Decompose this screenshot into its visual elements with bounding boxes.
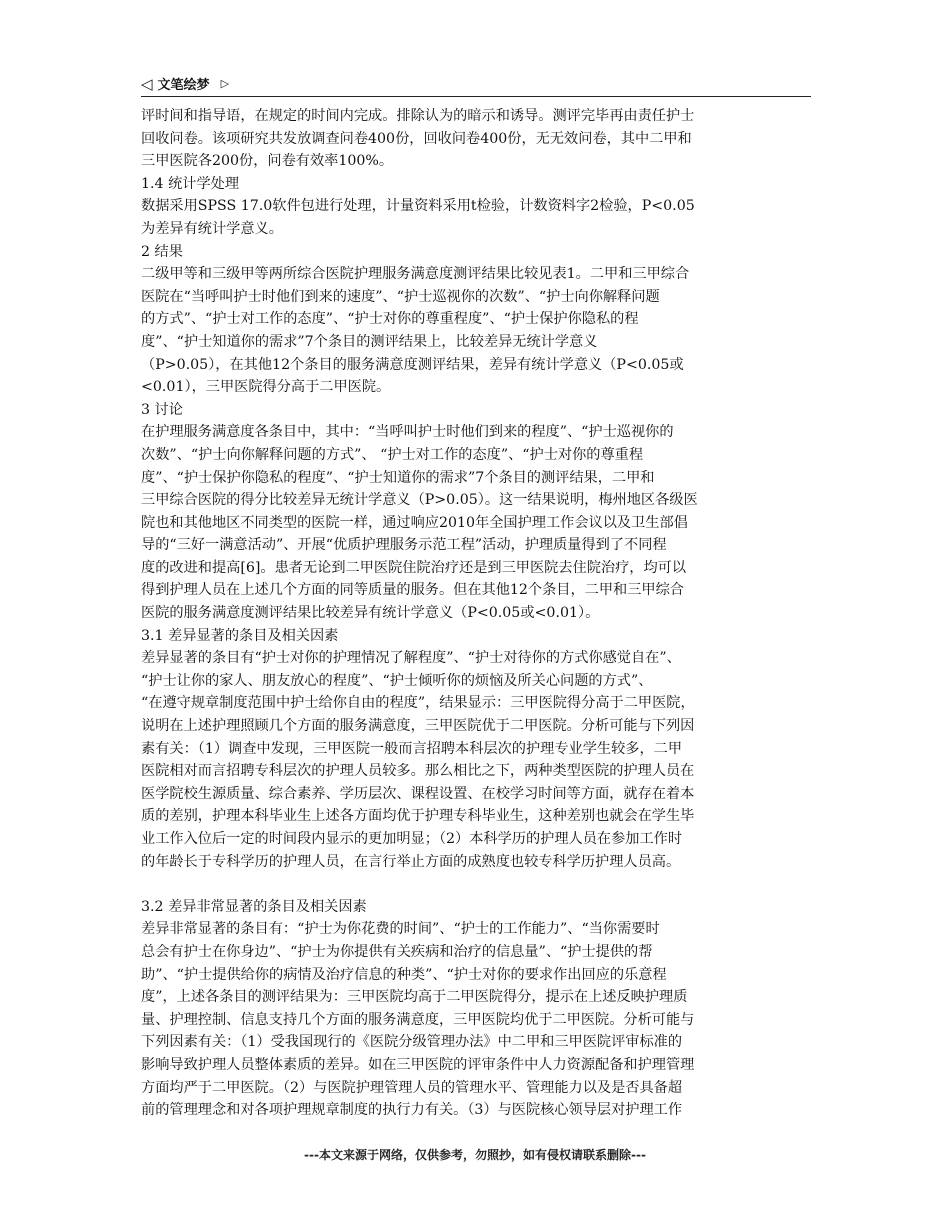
text-line: 度的改进和提高[6]。患者无论到二甲医院住院治疗还是到三甲医院去住院治疗，均可以: [141, 559, 687, 576]
header-brand: [141, 74, 229, 93]
text-line: （P>0.05），在其他12个条目的服务满意度测评结果，差异有统计学意义（P<0.05或: [141, 356, 684, 373]
text-line: 2 结果: [141, 243, 183, 260]
page-header: [141, 72, 811, 96]
text-line: 1.4 统计学处理: [141, 175, 240, 192]
text-line: 方面均严于二甲医院。（2）与医院护理管理人员的管理水平、管理能力以及是否具备超: [141, 1079, 683, 1096]
document-body: [141, 105, 811, 1122]
text-line: 助”、“护士提供给你的病情及治疗信息的种类”、“护士对你的要求作出回应的乐意程: [141, 966, 667, 983]
text-line: 导的“三好一满意活动”、开展“优质护理服务示范工程”活动，护理质量得到了不同程: [141, 537, 667, 554]
text-line: 差异显著的条目有“护士对你的护理情况了解程度”、“护士对待你的方式你感觉自在”、: [141, 650, 681, 667]
text-line: 度”，上述各条目的测评结果为：三甲医院均高于二甲医院得分，提示在上述反映护理质: [141, 989, 688, 1006]
text-line: 院也和其他地区不同类型的医院一样，通过响应2010年全国护理工作会议以及卫生部倡: [141, 514, 688, 531]
text-line: 差异非常显著的条目有：“护士为你花费的时间”、“护士的工作能力”、“当你需要时: [141, 921, 660, 938]
text-line: 总会有护士在你身边”、“护士为你提供有关疾病和治疗的信息量”、“护士提供的帮: [141, 943, 653, 960]
page-footer: ---本文来源于网络，仅供参考，勿照抄，如有侵权请联系删除---: [304, 1148, 646, 1162]
triangle-right-icon: ▷: [220, 77, 230, 90]
text-line: 说明在上述护理照顾几个方面的服务满意度，三甲医院优于二甲医院。分析可能与下列因: [141, 718, 695, 735]
triangle-left-icon: ◁: [141, 74, 153, 93]
brand-label: 文笔绘梦: [157, 78, 210, 93]
text-line: 次数”、“护士向你解释问题的方式”、 “护士对工作的态度”、“护士对你的尊重程: [141, 446, 644, 463]
text-line: 医院的服务满意度测评结果比较差异有统计学意义（P<0.05或<0.01）。: [141, 605, 600, 622]
text-line: 3 讨论: [141, 401, 183, 418]
text-line: 3.1 差异显著的条目及相关因素: [141, 627, 339, 644]
text-line: 在护理服务满意度各条目中，其中：“当呼叫护士时他们到来的程度”、“护士巡视你的: [141, 424, 674, 441]
text-line: 素有关：（1）调查中发现，三甲医院一般而言招聘本科层次的护理专业学生较多，二甲: [141, 740, 683, 757]
text-line: <0.01），三甲医院得分高于二甲医院。: [141, 379, 391, 396]
text-line: 度”、“护士知道你的需求”7个条目的测评结果上，比较差异无统计学意义: [141, 333, 598, 350]
text-line: 数据采用SPSS 17.0软件包进行处理，计量资料采用t检验，计数资料字2检验，P<0.05: [141, 198, 695, 215]
text-line: 医学院校生源质量、综合素养、学历层次、课程设置、在校学习时间等方面，就存在着本: [141, 785, 695, 802]
text-line: 回收问卷。该项研究共发放调查问卷400份，回收问卷400份，无无效问卷，其中二甲和: [141, 130, 692, 147]
text-line: 的年龄长于专科学历的护理人员，在言行举止方面的成熟度也较专科学历护理人员高。: [141, 853, 681, 870]
header-divider: [141, 96, 811, 97]
text-line: 影响导致护理人员整体素质的差异。如在三甲医院的评审条件中人力资源配备和护理管理: [141, 1056, 695, 1073]
text-line: 医院在“当呼叫护士时他们到来的速度”、“护士巡视你的次数”、“护士向你解释问题: [141, 288, 660, 305]
text-line: 前的管理理念和对各项护理规章制度的执行力有关。（3）与医院核心领导层对护理工作: [141, 1102, 683, 1119]
text-line: 评时间和指导语，在规定的时间内完成。排除认为的暗示和诱导。测评完毕再由责任护士: [141, 108, 695, 124]
text-line: 度”、“护士保护你隐私的程度”、“护士知道你的需求”7个条目的测评结果，二甲和: [141, 469, 655, 486]
text-line: 为差异有统计学意义。: [141, 220, 283, 237]
text-line: “护士让你的家人、朋友放心的程度”、“护士倾听你的烦恼及所关心问题的方式”、: [141, 672, 653, 689]
text-line: “在遵守规章制度范围中护士给你自由的程度”，结果显示：三甲医院得分高于二甲医院，: [141, 695, 695, 712]
text-line: 业工作入位后一定的时间段内显示的更加明显；（2）本科学历的护理人员在参加工作时: [141, 831, 683, 847]
text-line: 下列因素有关：（1）受我国现行的《医院分级管理办法》中二甲和三甲医院评审标准的: [141, 1034, 683, 1051]
text-line: 的方式”、“护士对工作的态度”、“护士对你的尊重程度”、“护士保护你隐私的程: [141, 311, 639, 328]
text-line: 得到护理人员在上述几个方面的同等质量的服务。但在其他12个条目，二甲和三甲综合: [141, 582, 684, 599]
text-line: 3.2 差异非常显著的条目及相关因素: [141, 898, 367, 915]
text-line: 医院相对而言招聘专科层次的护理人员较多。那么相比之下，两种类型医院的护理人员在: [141, 763, 695, 780]
text-line: 二级甲等和三级甲等两所综合医院护理服务满意度测评结果比较见表1。二甲和三甲综合: [141, 266, 690, 283]
text-line: 质的差别，护理本科毕业生上述各方面均优于护理专科毕业生，这种差别也就会在学生毕: [141, 808, 695, 825]
text-line: 三甲医院各200份，问卷有效率100%。: [141, 153, 394, 170]
text-line: 三甲综合医院的得分比较差异无统计学意义（P>0.05）。这一结果说明，梅州地区各级医: [141, 492, 698, 509]
text-line: 量、护理控制、信息支持几个方面的服务满意度，三甲医院均优于二甲医院。分析可能与: [141, 1011, 695, 1028]
paragraph-spacer: [141, 873, 811, 896]
